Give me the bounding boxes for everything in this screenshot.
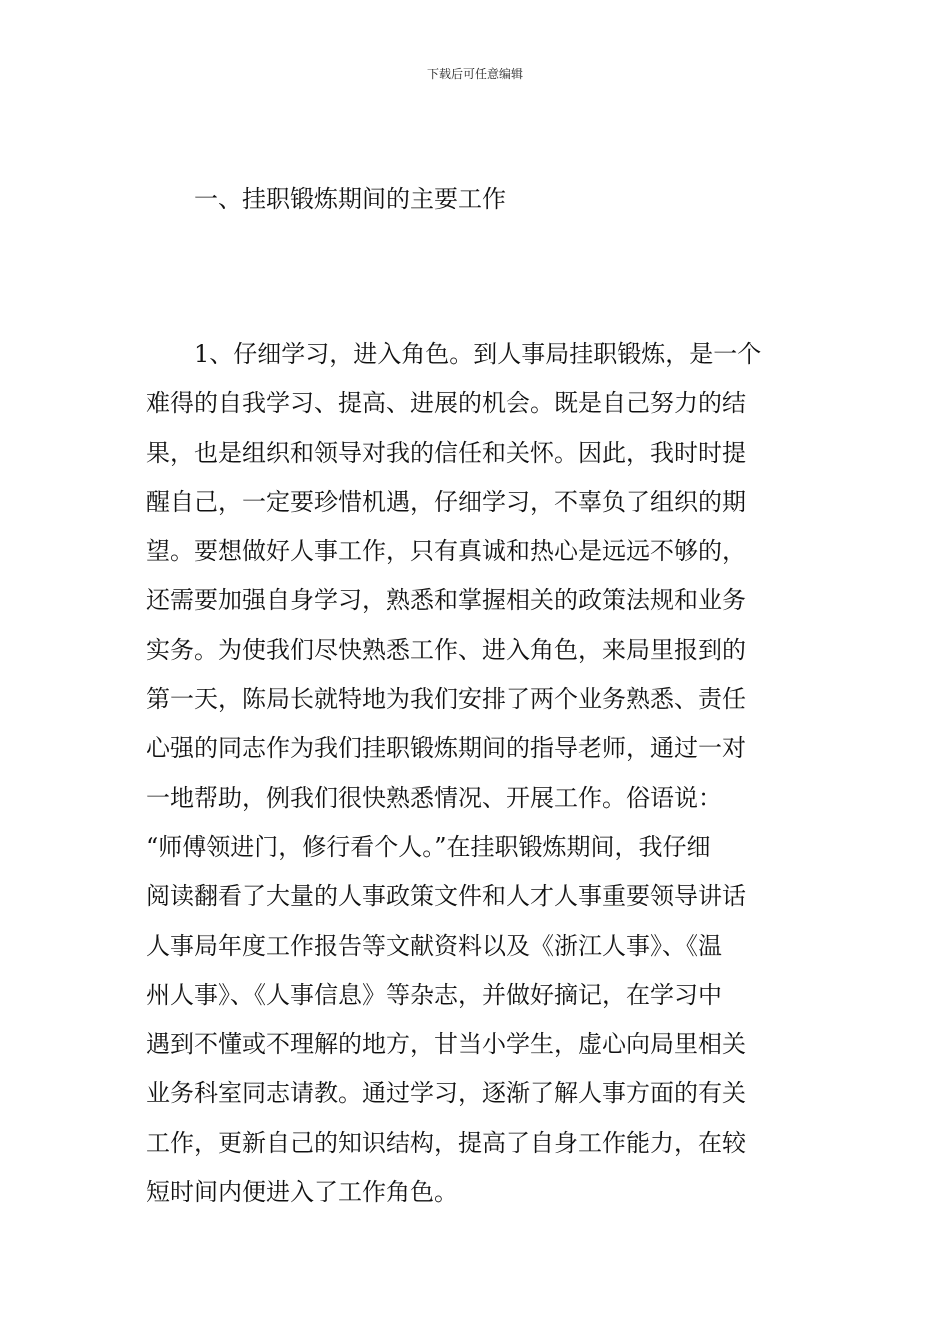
paragraph-line: 难得的自我学习、提高、进展的机会。既是自己努力的结 [146,389,746,418]
paragraph-line: 遇到不懂或不理解的地方，甘当小学生，虚心向局里相关 [146,1030,746,1059]
paragraph-line: 果，也是组织和领导对我的信任和关怀。因此，我时时提 [146,438,746,467]
paragraph-line: 州人事》、《人事信息》等杂志，并做好摘记，在学习中 [146,980,722,1009]
paragraph-line: 业务科室同志请教。通过学习，逐渐了解人事方面的有关 [146,1079,746,1108]
paragraph-line: 人事局年度工作报告等文献资料以及《浙江人事》、《温 [146,931,722,960]
paragraph-line: 工作，更新自己的知识结构，提高了自身工作能力，在较 [146,1128,746,1157]
paragraph-line: 短时间内便进入了工作角色。 [146,1178,458,1207]
paragraph-line: 醒自己，一定要珍惜机遇，仔细学习，不辜负了组织的期 [146,487,746,516]
paragraph-line: 1、仔细学习，进入角色。到人事局挂职锻炼，是一个 [194,340,762,368]
paragraph-line: 实务。为使我们尽快熟悉工作、进入角色，来局里报到的 [146,635,746,664]
body-paragraph [146,330,806,1217]
paragraph-line: “师傅领进门，修行看个人。”在挂职锻炼期间，我仔细 [146,832,711,861]
paragraph-line: 望。要想做好人事工作，只有真诚和热心是远远不够的， [146,537,746,566]
header-note: 下载后可任意编辑 [426,67,523,81]
paragraph-line: 第一天，陈局长就特地为我们安排了两个业务熟悉、责任 [146,685,746,714]
paragraph-line: 心强的同志作为我们挂职锻炼期间的指导老师，通过一对 [146,734,746,763]
section-heading: 一、挂职锻炼期间的主要工作 [194,185,506,213]
paragraph-line: 一地帮助，例我们很快熟悉情况、开展工作。俗语说： [146,783,722,812]
paragraph-line: 还需要加强自身学习，熟悉和掌握相关的政策法规和业务 [146,586,746,615]
paragraph-line: 阅读翻看了大量的人事政策文件和人才人事重要领导讲话 [146,882,746,911]
